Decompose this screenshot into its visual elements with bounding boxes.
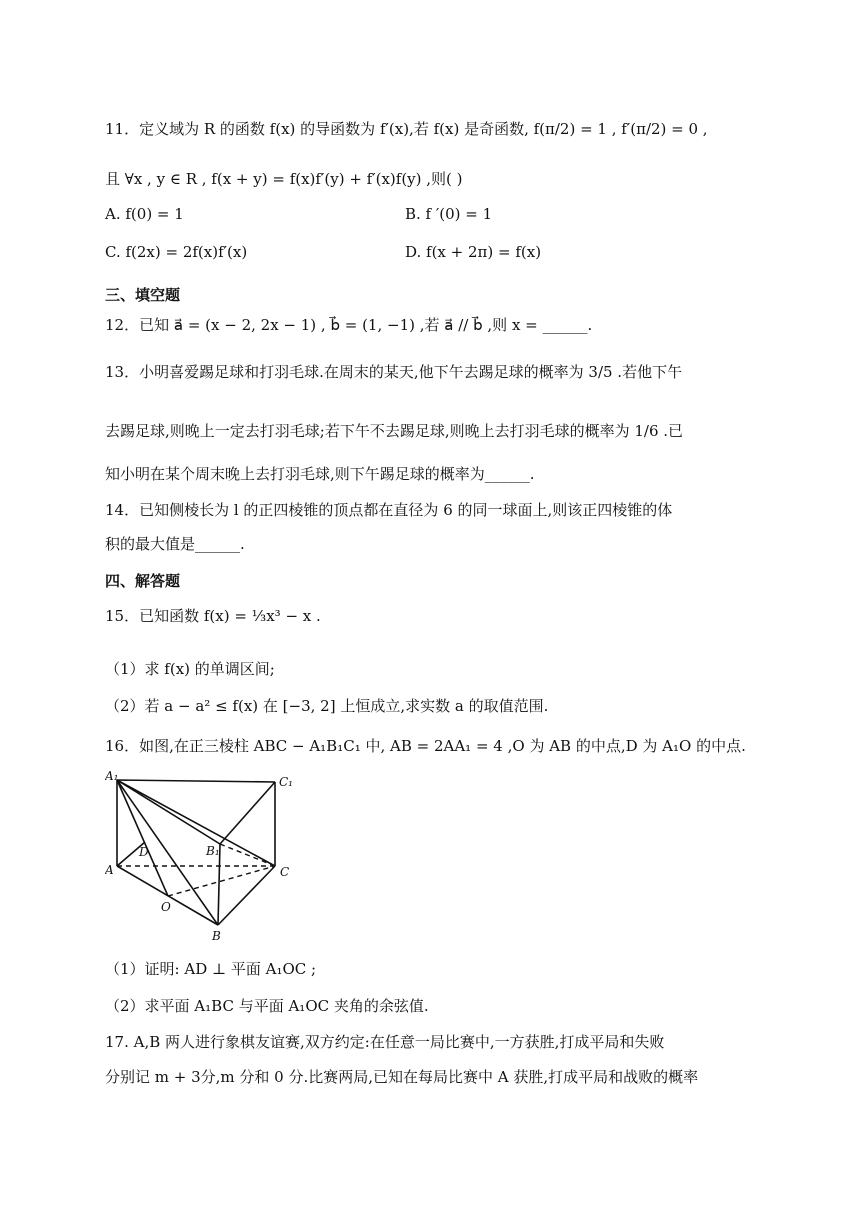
q17-line1: 17. A,B 两人进行象棋友谊赛,双方约定:在任意一局比赛中,一方获胜,打成平局和失败 [105, 1033, 665, 1051]
label-c: C [280, 865, 290, 879]
q15-part1: （1）求 f(x) 的单调区间; [105, 660, 275, 678]
q13-line1: 13．小明喜爱踢足球和打羽毛球.在周末的某天,他下午去踢足球的概率为 3/5 .若他下午 [105, 363, 683, 381]
label-o: O [161, 900, 171, 914]
label-b: B [212, 929, 221, 943]
q13-line3: 知小明在某个周末晚上去打羽毛球,则下午踢足球的概率为______. [105, 465, 535, 483]
q17-line2: 分别记 m + 3分,m 分和 0 分.比赛两局,已知在每局比赛中 A 获胜,打成平局和战败的概率 [105, 1068, 699, 1086]
prism-figure [105, 768, 305, 943]
label-a1: A₁ [105, 769, 119, 783]
q11-option-c: C. f(2x) = 2f(x)f′(x) [105, 243, 248, 261]
q12-text: 12．已知 a⃗ = (x − 2, 2x − 1) , b⃗ = (1, −1) ,若 a⃗ // b⃗ ,则 x = ______. [105, 316, 593, 334]
label-d: D [139, 845, 149, 859]
q11-line1: 11．定义域为 R 的函数 f(x) 的导函数为 f′(x),若 f(x) 是奇函数, f(π/2) = 1 , f′(π/2) = 0 , [105, 120, 708, 138]
q16-part1: （1）证明: AD ⊥ 平面 A₁OC ; [105, 960, 317, 978]
q15-part2: （2）若 a − a² ≤ f(x) 在 [−3, 2] 上恒成立,求实数 a 的取值范围. [105, 697, 549, 715]
q11-option-d: D. f(x + 2π) = f(x) [405, 243, 542, 261]
section-heading-fill-in: 三、填空题 [105, 286, 181, 304]
q14-line1: 14．已知侧棱长为 l 的正四棱锥的顶点都在直径为 6 的同一球面上,则该正四棱锥的体 [105, 501, 673, 519]
q11-option-b: B. f ′(0) = 1 [405, 205, 493, 223]
label-b1: B₁ [206, 844, 220, 858]
q11-option-a: A. f(0) = 1 [105, 205, 184, 223]
q13-line2: 去踢足球,则晚上一定去打羽毛球;若下午不去踢足球,则晚上去打羽毛球的概率为 1/6 .已 [105, 422, 684, 440]
label-a: A [105, 863, 114, 877]
q16-stem: 16．如图,在正三棱柱 ABC − A₁B₁C₁ 中, AB = 2AA₁ = 4 ,O 为 AB 的中点,D 为 A₁O 的中点. [105, 737, 746, 755]
q11-line2: 且 ∀x , y ∈ R , f(x + y) = f(x)f′(y) + f′(x)f(y) ,则( ) [105, 170, 463, 188]
q14-line2: 积的最大值是______. [105, 535, 245, 553]
label-c1: C₁ [279, 775, 293, 789]
section-heading-answer: 四、解答题 [105, 572, 181, 590]
q16-part2: （2）求平面 A₁BC 与平面 A₁OC 夹角的余弦值. [105, 997, 429, 1015]
q15-stem: 15．已知函数 f(x) = ⅓x³ − x . [105, 607, 321, 625]
